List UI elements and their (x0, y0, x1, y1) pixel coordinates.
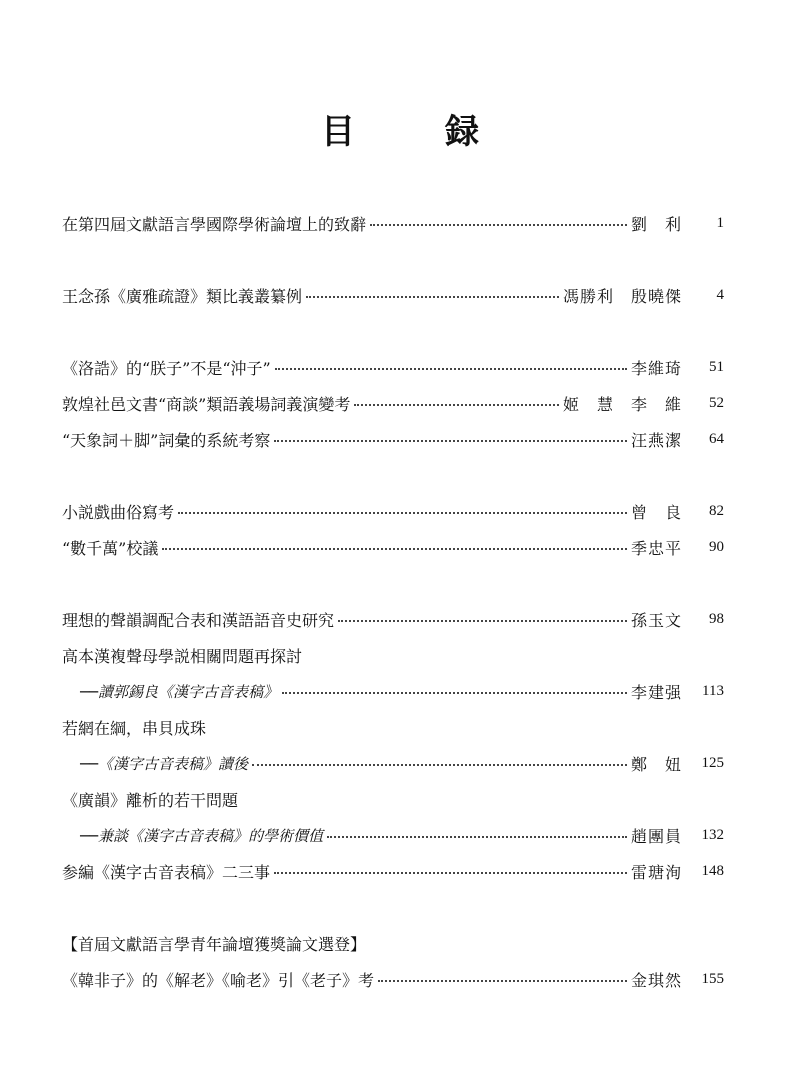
entry-author: 李維琦 (630, 358, 682, 378)
entry-page: 64 (709, 430, 724, 447)
dot-leader (354, 404, 559, 406)
entry-page: 1 (716, 214, 724, 231)
entry-author: 劉 利 (630, 214, 682, 234)
entry-page: 125 (701, 754, 724, 771)
entry-title: 参編《漢字古音表稿》二三事 (62, 862, 271, 882)
toc-entry[interactable] (62, 604, 724, 634)
page-title: 目 録 (321, 112, 507, 152)
entry-subtitle: ──兼談《漢字古音表稿》的學術價值 (80, 826, 324, 845)
toc-entry[interactable] (62, 496, 724, 526)
toc-heading: 高本漢複聲母學説相關問題再探討 (62, 646, 303, 666)
entry-page: 98 (709, 610, 724, 627)
entry-title: 理想的聲韻調配合表和漢語語音史研究 (62, 610, 335, 630)
entry-author: 季忠平 (630, 538, 682, 558)
entry-page: 51 (709, 358, 724, 375)
entry-subtitle: ──《漢字古音表稿》讀後 (80, 754, 249, 773)
dot-leader (282, 692, 627, 694)
entry-title: “天象詞＋脚”詞彙的系統考察 (62, 430, 271, 450)
dot-leader (252, 764, 627, 766)
section-heading: 【首屆文獻語言學青年論壇獲獎論文選登】 (62, 934, 367, 954)
entry-author: 金琪然 (630, 970, 682, 990)
entry-title: 敦煌社邑文書“商談”類語義場詞義演變考 (62, 394, 351, 414)
dot-leader (378, 980, 627, 982)
dot-leader (370, 224, 627, 226)
toc-entry[interactable] (62, 748, 724, 778)
entry-page: 113 (702, 682, 724, 699)
dot-leader (327, 836, 627, 838)
dot-leader (274, 440, 627, 442)
toc-entry[interactable] (62, 964, 724, 994)
entry-page: 4 (716, 286, 724, 303)
entry-page: 132 (701, 826, 724, 843)
entry-author: 雷瑭洵 (630, 862, 682, 882)
entry-author: 曾 良 (630, 502, 682, 522)
dot-leader (275, 368, 627, 370)
toc-entry[interactable] (62, 352, 724, 382)
dot-leader (162, 548, 627, 550)
entry-title: 王念孫《廣雅疏證》類比義叢纂例 (62, 286, 303, 306)
entry-author: 趙團員 (630, 826, 682, 846)
toc-entry[interactable] (62, 424, 724, 454)
entry-page: 52 (709, 394, 724, 411)
toc-entry[interactable] (62, 208, 724, 238)
toc-entry[interactable] (62, 856, 724, 886)
dot-leader (338, 620, 627, 622)
entry-author: 孫玉文 (630, 610, 682, 630)
dot-leader (178, 512, 627, 514)
toc-heading: 《廣韻》離析的若干問題 (62, 790, 239, 810)
toc-entry[interactable] (62, 676, 724, 706)
entry-author: 李建强 (630, 682, 682, 702)
entry-page: 90 (709, 538, 724, 555)
toc-entry[interactable] (62, 388, 724, 418)
entry-subtitle: ──讀郭錫良《漢字古音表稿》 (80, 682, 279, 701)
entry-page: 148 (701, 862, 724, 879)
entry-title: “數千萬”校議 (62, 538, 159, 558)
dot-leader (306, 296, 559, 298)
entry-author: 汪燕潔 (630, 430, 682, 450)
toc-heading: 若網在綱，串貝成珠 (62, 718, 207, 738)
entry-author: 姬 慧 李 維 (562, 394, 682, 414)
entry-title: 在第四屆文獻語言學國際學術論壇上的致辭 (62, 214, 367, 234)
entry-title: 《韓非子》的《解老》《喻老》引《老子》考 (62, 970, 375, 990)
entry-author: 鄭 妞 (630, 754, 682, 774)
toc-entry[interactable] (62, 280, 724, 310)
dot-leader (274, 872, 627, 874)
toc-entry[interactable] (62, 532, 724, 562)
entry-author: 馮勝利 殷曉傑 (562, 286, 682, 306)
toc-entry[interactable] (62, 820, 724, 850)
entry-title: 小説戲曲俗寫考 (62, 502, 175, 522)
entry-page: 155 (701, 970, 724, 987)
entry-title: 《洛誥》的“朕子”不是“沖子” (62, 358, 271, 378)
entry-page: 82 (709, 502, 724, 519)
